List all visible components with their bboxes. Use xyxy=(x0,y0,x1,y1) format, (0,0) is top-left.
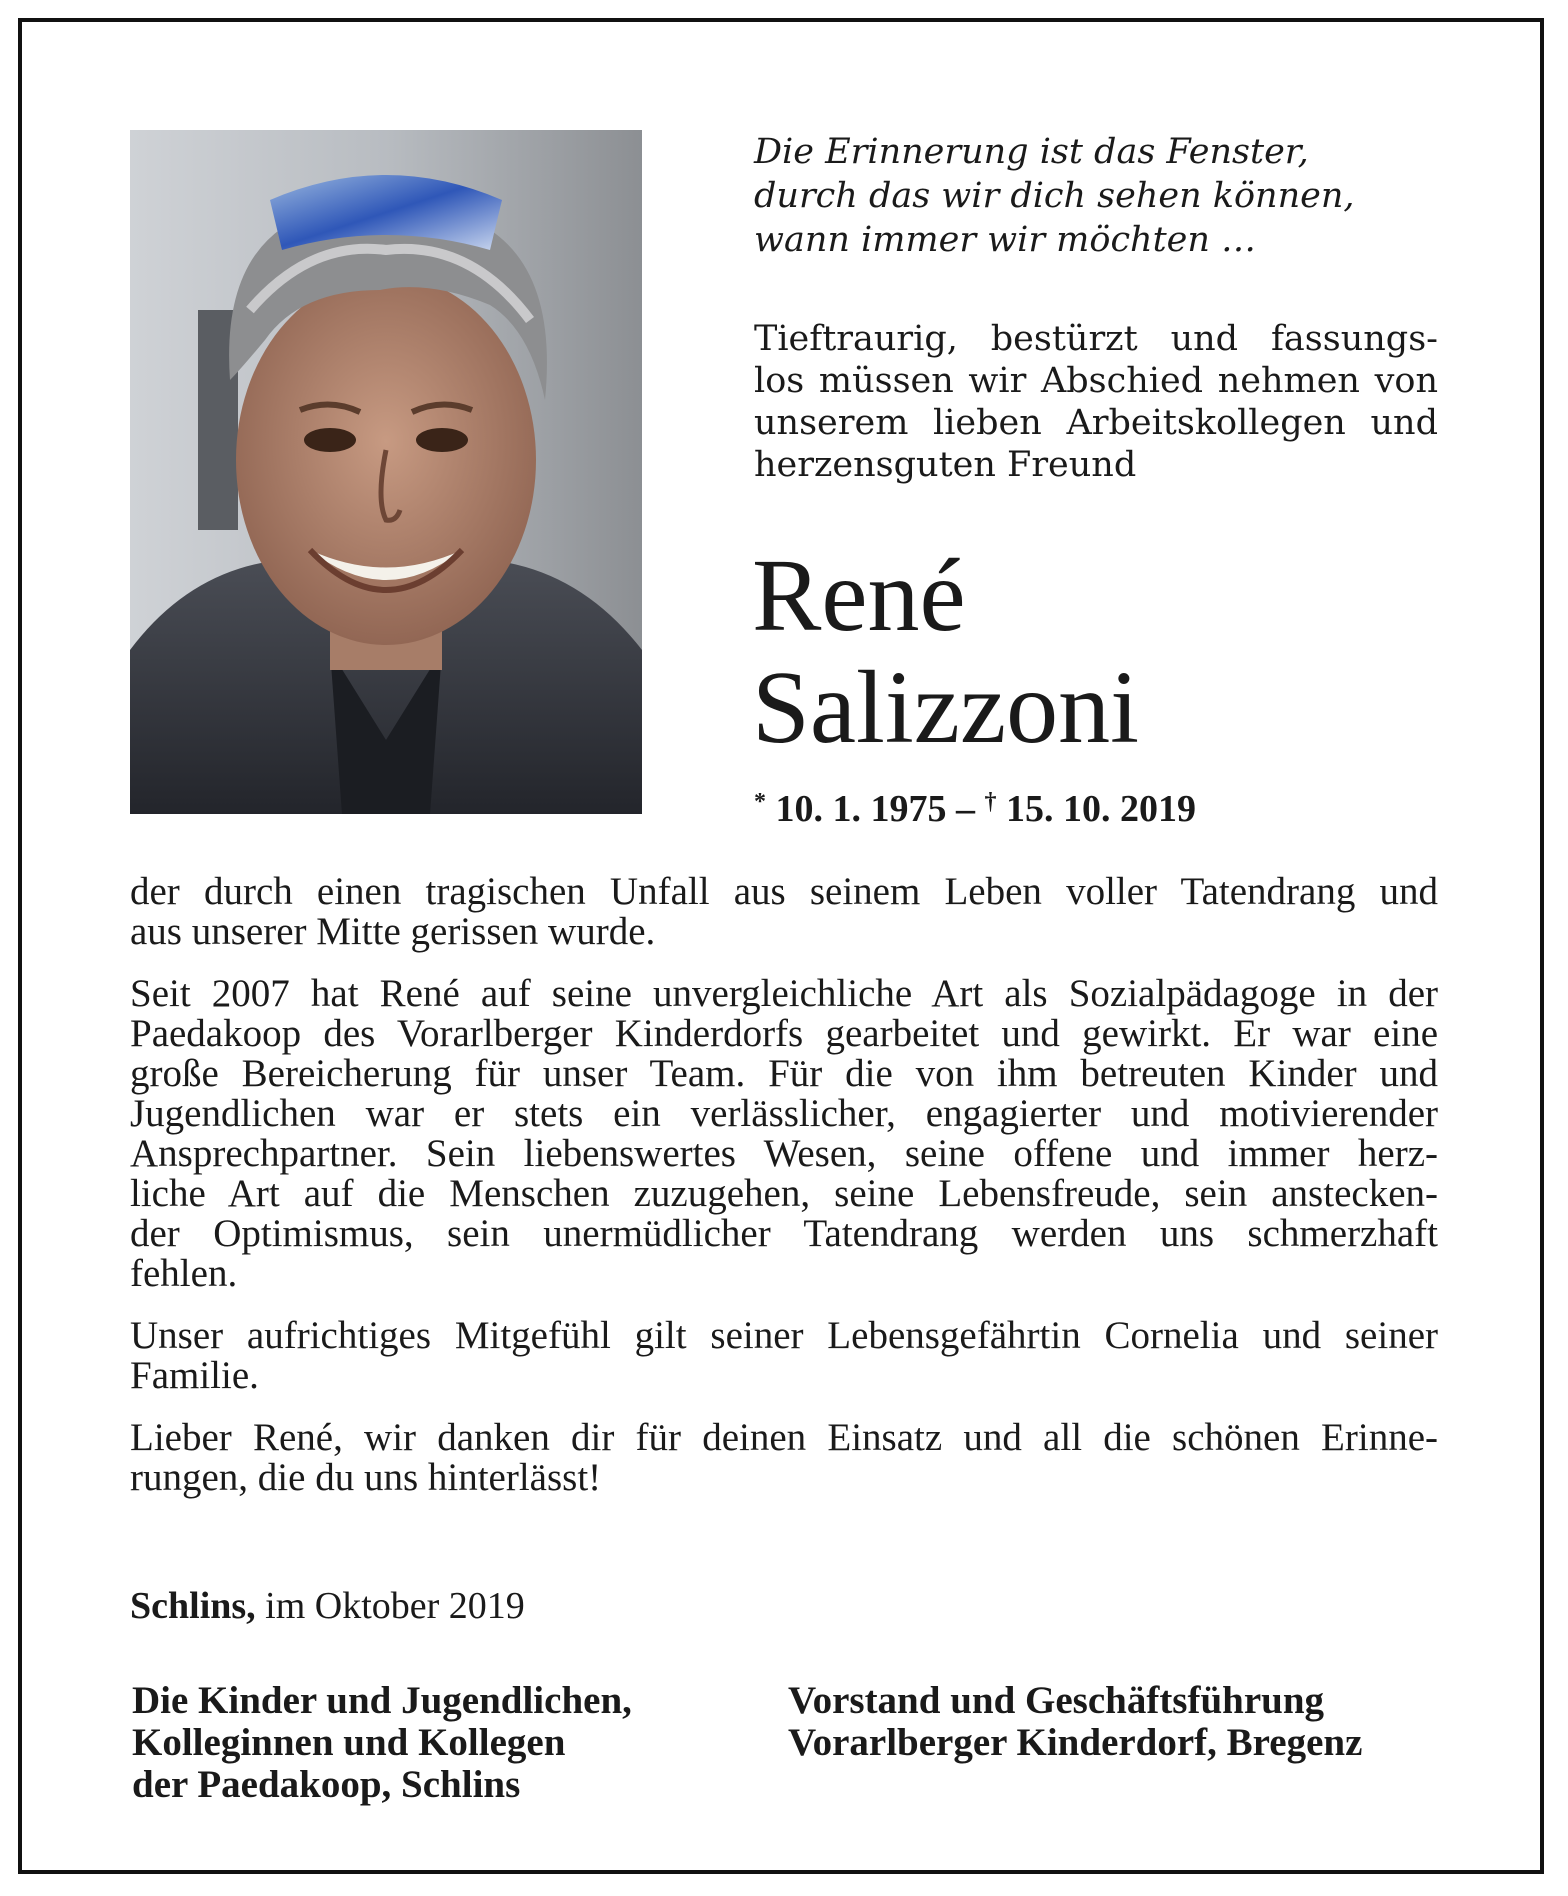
obituary-body xyxy=(130,872,1438,1520)
body-line: der Optimismus, sein unermüdlicher Tatendrang werden uns schmerzhaft xyxy=(130,1212,1438,1255)
body-line: Seit 2007 hat René auf seine unvergleichliche Art als Sozialpädagoge in der xyxy=(130,972,1438,1015)
body-line: Unser aufrichtiges Mitgefühl gilt seiner Lebensgefährtin Cornelia und seiner xyxy=(130,1314,1438,1357)
signature-line: der Paedakoop, Schlins xyxy=(132,1763,521,1806)
body-paragraph xyxy=(130,1418,1438,1498)
signature-left xyxy=(132,1680,632,1806)
body-line: Ansprechpartner. Sein liebenswertes Wesen, seine offene und immer herz- xyxy=(130,1132,1438,1175)
intro-line: unserem lieben Arbeitskollegen und xyxy=(754,403,1438,443)
death-symbol: † xyxy=(984,789,997,815)
life-dates xyxy=(754,780,1196,831)
birth-date: 10. 1. 1975 xyxy=(775,788,947,830)
place-and-date xyxy=(130,1584,525,1628)
body-paragraph xyxy=(130,974,1438,1294)
last-name: Salizzoni xyxy=(752,650,1140,765)
body-line: Lieber René, wir danken dir für deinen Einsatz und all die schönen Erinne- xyxy=(130,1416,1438,1459)
intro-line: los müssen wir Abschied nehmen von xyxy=(754,361,1438,401)
quote-line: durch das wir dich sehen können, xyxy=(754,176,1355,216)
body-line: Familie. xyxy=(130,1354,259,1397)
body-line: große Bereicherung für unser Team. Für die von ihm betreuten Kinder und xyxy=(130,1052,1438,1095)
memorial-quote xyxy=(754,130,1454,262)
body-line: liche Art auf die Menschen zuzugehen, seine Lebensfreude, sein anstecken- xyxy=(130,1172,1438,1215)
body-line: der durch einen tragischen Unfall aus seinem Leben voller Tatendrang und xyxy=(130,870,1438,913)
place-town: Schlins, xyxy=(130,1585,256,1627)
quote-line: wann immer wir möchten … xyxy=(754,220,1257,260)
body-line: fehlen. xyxy=(130,1252,238,1295)
signature-line: Die Kinder und Jugendlichen, xyxy=(132,1679,632,1722)
signature-right xyxy=(788,1680,1362,1764)
death-date: 15. 10. 2019 xyxy=(1006,788,1196,830)
body-paragraph xyxy=(130,1316,1438,1396)
signature-line: Vorstand und Geschäftsführung xyxy=(788,1679,1325,1722)
quote-line: Die Erinnerung ist das Fenster, xyxy=(754,132,1309,172)
body-line: Paedakoop des Vorarlberger Kinderdorfs gearbeitet und gewirkt. Er war eine xyxy=(130,1012,1438,1055)
intro-text xyxy=(754,318,1438,486)
body-line: Jugendlichen war er stets ein verlässlicher, engagierter und motivierender xyxy=(130,1092,1438,1135)
birth-symbol: * xyxy=(754,789,766,815)
intro-line: herzensguten Freund xyxy=(754,445,1137,485)
deceased-name xyxy=(752,540,1139,764)
body-line: rungen, die du uns hinterlässt! xyxy=(130,1456,602,1499)
first-name: René xyxy=(752,538,966,653)
body-paragraph xyxy=(130,872,1438,952)
portrait-photo xyxy=(130,130,642,814)
date-separator: – xyxy=(956,788,975,830)
place-date: im Oktober 2019 xyxy=(265,1585,525,1627)
intro-line: Tieftraurig, bestürzt und fassungs- xyxy=(754,319,1438,359)
signature-line: Vorarlberger Kinderdorf, Bregenz xyxy=(788,1721,1363,1764)
signature-line: Kolleginnen und Kollegen xyxy=(132,1721,566,1764)
body-line: aus unserer Mitte gerissen wurde. xyxy=(130,910,656,953)
